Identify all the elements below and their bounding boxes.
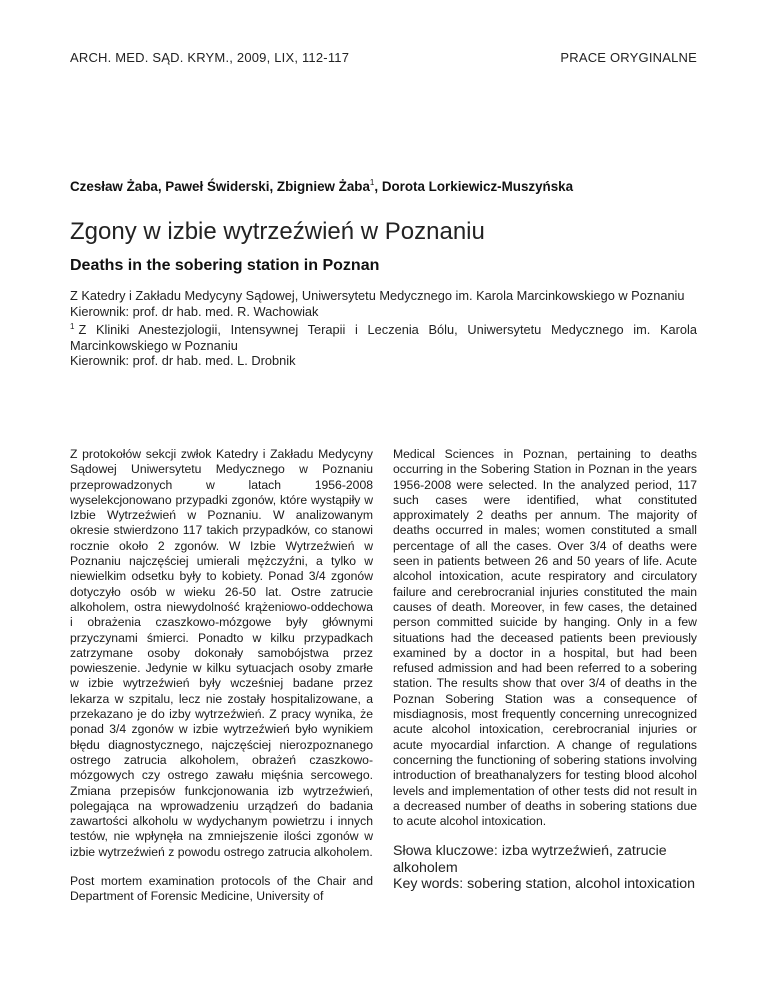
- affiliations: [70, 288, 697, 369]
- author-3-affiliation-mark: 1: [369, 178, 375, 187]
- abstract-english-continued: Medical Sciences in Poznan, pertaining to deaths occurring in the Sobering Station in Poznan in the years 1956-2008 were selected. In the analyzed period, 117 such cases were identified, what constituted approximately 2 deaths per annum. The majority of deaths occurred in males; women constituted a small percentage of all the cases. Over 3/4 of deaths were seen in patients between 26 and 50 years of life. Acute alcohol intoxication, acute respiratory and circulatory failure and cerebrocranial injuries constituted the main causes of death. Moreover, in few cases, the detained person committed suicide by hanging. Only in a few situations had the deceased patients been previously examined by a doctor in a hospital, but had been refused admission and had been referred to a sobering station. The results show that over 3/4 of deaths in the Poznan Sobering Station was a consequence of misdiagnosis, most frequently concerning unrecognized acute alcohol intoxication, cerebrocranial injuries or acute myocardial infarction. A change of regulations concerning the functioning of sobering stations involving introduction of breathanalyzers for testing blood alcohol levels and implementation of other tests did not result in a decreased number of deaths in sobering stations due to acute alcohol intoxication.: [393, 447, 697, 829]
- affiliation-head-1: Kierownik: prof. dr hab. med. R. Wachowiak: [70, 303, 319, 319]
- section-label: PRACE ORYGINALNE: [560, 50, 697, 65]
- keywords-polish: Słowa kluczowe: izba wytrzeźwień, zatrucie alkoholem: [393, 843, 667, 876]
- author-3: Zbigniew Żaba: [276, 179, 370, 194]
- affiliation-mark: 1: [70, 322, 75, 332]
- author-2: Paweł Świderski,: [165, 179, 277, 194]
- author-1: Czesław Żaba,: [70, 179, 166, 194]
- affiliation-clinic-text: Z Kliniki Anestezjologii, Intensywnej Terapii i Leczenia Bólu, Uniwersytetu Medycznego im. Karola Marcinkowskiego w Poznaniu: [70, 322, 697, 353]
- abstract-polish: Z protokołów sekcji zwłok Katedry i Zakładu Medycyny Sądowej Uniwersytetu Medycznego w Poznaniu przeprowadzonych w latach 1956-2008 wyselekcjonowano przypadki zgonów, które wystąpiły w Izbie Wytrzeźwień w Poznaniu. W analizowanym okresie stwierdzono 117 takich przypadków, co stanowi rocznie około 2 zgonów. W Izbie Wytrzeźwień w Poznaniu najczęściej umierali mężczyźni, a tylko w niewielkim odsetku były to kobiety. Ponad 3/4 zgonów dotyczyło osób w wieku 26-50 lat. Ostre zatrucie alkoholem, ostra niewydolność krążeniowo-oddechowa i obrażenia czaszkowo-mózgowe były głównymi przyczynami śmierci. Ponadto w kilku przypadkach zatrzymane osoby dokonały samobójstwa przez powieszenie. Jedynie w kilku sytuacjach osoby zmarłe w izbie wytrzeźwień były wcześniej badane przez lekarza w szpitalu, lecz nie zostały hospitalizowane, a przekazano je do izby wytrzeźwień. Z pracy wynika, że ponad 3/4 zgonów w izbie wytrzeźwień było wynikiem błędu diagnostycznego, najczęściej nierozpoznanego ostrego zatrucia alkoholem, obrażeń czaszkowo-mózgowych czy ostrego zawału mięśnia sercowego. Zmiana przepisów funkcjonowania izb wytrzeźwień, polegająca na wprowadzeniu urządzeń do badania zawartości alkoholu w wydychanym powietrzu i innych testów, nie wpłynęła na zmniejszenie ilości zgonów w izbie wytrzeźwień z powodu ostrego zatrucia alkoholem.: [70, 447, 373, 859]
- title-polish: Zgony w izbie wytrzeźwień w Poznaniu: [70, 218, 485, 245]
- abstract-english-start: Post mortem examination protocols of the Chair and Department of Forensic Medicine, University of: [70, 874, 373, 904]
- affiliation-head-2: Kierownik: prof. dr hab. med. L. Drobnik: [70, 353, 296, 369]
- author-4: , Dorota Lorkiewicz-Muszyńska: [374, 179, 574, 194]
- affiliation-clinic: [70, 319, 697, 353]
- keywords-block: [393, 843, 697, 893]
- journal-reference: ARCH. MED. SĄD. KRYM., 2009, LIX, 112-117: [70, 50, 350, 65]
- affiliation-department: Z Katedry i Zakładu Medycyny Sądowej, Uniwersytetu Medycznego im. Karola Marcinkowskiego w Poznaniu: [70, 288, 685, 303]
- left-column: [70, 447, 373, 905]
- keywords-english: Key words: sobering station, alcohol intoxication: [393, 876, 696, 893]
- author-list: [70, 178, 710, 194]
- title-english: Deaths in the sobering station in Poznan: [70, 257, 380, 274]
- right-column: [393, 447, 697, 893]
